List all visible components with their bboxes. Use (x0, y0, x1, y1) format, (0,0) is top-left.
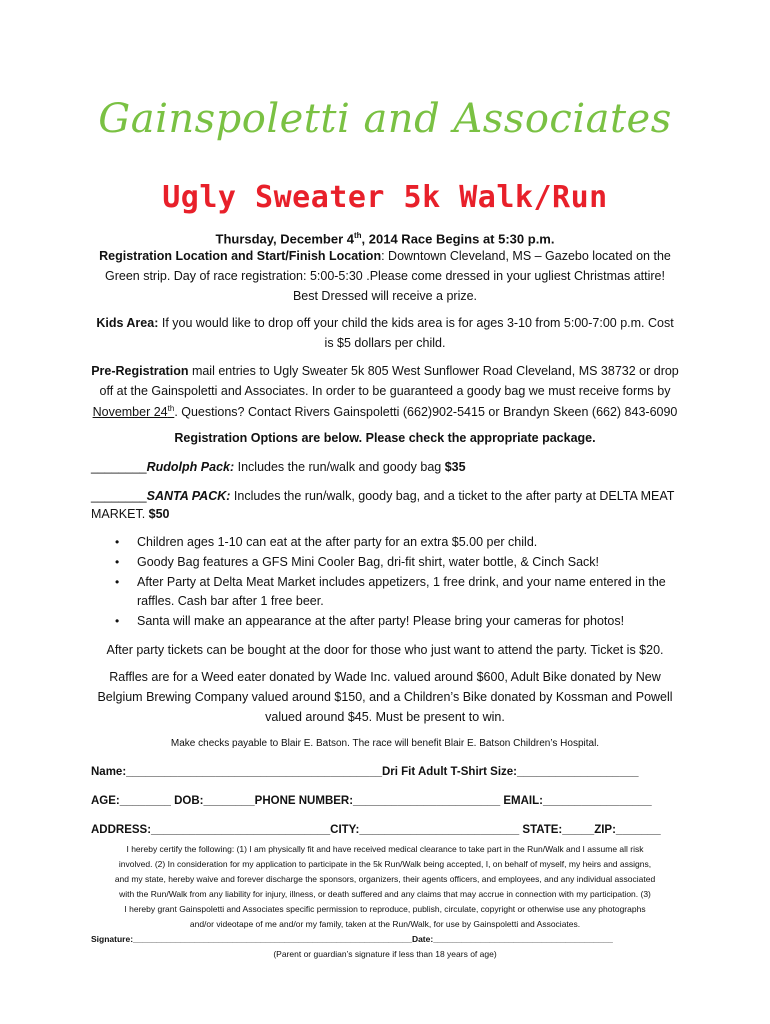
event-title: Ugly Sweater 5k Walk/Run (162, 180, 608, 215)
package-santa: ________SANTA PACK: Includes the run/walk, goody bag, and a ticket to the after party at DELTA MEAT (91, 489, 675, 503)
package-santa-line-2: MARKET. $50 (91, 507, 170, 521)
registration-line-2: Green strip. Day of race registration: 5:00-5:30 .Please come dressed in your ugliest Christmas attire! (105, 269, 665, 283)
raffles-line-3: valued around $45. Must be present to win. (265, 710, 505, 724)
waiver-line: and my state, hereby waive and forever discharge the sponsors, organizers, their agents officers, and employees, and any individual associated (114, 874, 656, 884)
preregistration-line-1: Pre-Registration mail entries to Ugly Sweater 5k 805 West Sunflower Road Cleveland, MS 38732 or drop (91, 364, 679, 378)
bullet-item: Santa will make an appearance at the after party! Please bring your cameras for photos! (137, 614, 625, 628)
waiver-line: I hereby grant Gainspoletti and Associates specific permission to reproduce, publish, circulate, copyright or otherwise use any photographs (124, 904, 646, 914)
address-city-state-zip-fields[interactable]: ADDRESS:____________________________CITY:_________________________ STATE:_____ZIP:_______ (91, 824, 661, 836)
waiver-line: with the Run/Walk from any liability for injury, illness, or death suffered and any claims that may accrue in connection with my participation. (3) (119, 889, 651, 899)
waiver-line: and/or videotape of me and/or my family, taken at the Run/Walk, for use by Gainspoletti and Associates. (189, 919, 581, 929)
kids-area-line-2: is $5 dollars per child. (324, 336, 446, 350)
bullet-dot: • (115, 575, 120, 589)
bullet-item: Goody Bag features a GFS Mini Cooler Bag, dri-fit shirt, water bottle, & Cinch Sack! (137, 555, 599, 569)
company-title: Gainspoletti and Associates (98, 96, 672, 142)
raffles-line-1: Raffles are for a Weed eater donated by Wade Inc. valued around $600, Adult Bike donated by New (109, 670, 661, 684)
checks-note: Make checks payable to Blair E. Batson. The race will benefit Blair E. Batson Children’s Hospital. (170, 738, 600, 749)
bullet-item-continued: raffles. Cash bar after 1 free beer. (137, 594, 324, 608)
raffles-line-2: Belgium Brewing Company valued around $150, and a Children’s Bike donated by Kossman and Powell (97, 690, 673, 704)
bullet-item: After Party at Delta Meat Market includes appetizers, 1 free drink, and your name entered in the (137, 575, 666, 589)
bullet-dot: • (115, 535, 120, 549)
package-rudolph: ________Rudolph Pack: Includes the run/walk and goody bag $35 (91, 460, 466, 474)
bullet-item: Children ages 1-10 can eat at the after party for an extra $5.00 per child. (137, 535, 538, 549)
waiver-line: involved. (2) In consideration for my application to participate in the 5k Run/Walk being accepted, I, on behalf of myself, my heirs and assigns, (118, 859, 652, 869)
name-shirt-fields[interactable]: Name:________________________________________Dri Fit Adult T-Shirt Size:___________________ (91, 766, 639, 778)
package-checkbox-blank[interactable]: ________ (91, 489, 147, 503)
after-party-note: After party tickets can be bought at the door for those who just want to attend the party. Ticket is $20. (106, 643, 664, 657)
preregistration-line-3: November 24th. Questions? Contact Rivers Gainspoletti (662)902-5415 or Brandyn Skeen (662) 843-6090 (92, 404, 678, 420)
kids-area-line-1: Kids Area: If you would like to drop off your child the kids area is for ages 3-10 from 5:00-7:00 p.m. Cost (96, 316, 674, 330)
bullet-dot: • (115, 555, 120, 569)
preregistration-line-2: off at the Gainspoletti and Associates. In order to be guaranteed a goody bag we must receive forms by (99, 384, 671, 398)
options-heading: Registration Options are below. Please check the appropriate package. (174, 431, 596, 445)
bullet-dot: • (115, 614, 120, 628)
race-date: Thursday, December 4th, 2014 Race Begins at 5:30 p.m. (215, 231, 555, 247)
signature-date-fields[interactable]: Signature:___________________________________________________________Date:______________________________________ (91, 934, 613, 944)
package-checkbox-blank[interactable]: ________ (91, 460, 147, 474)
waiver-line: I hereby certify the following: (1) I am physically fit and have received medical clearance to take part in the Run/Walk and I assume all risk (126, 844, 644, 854)
registration-line-1: Registration Location and Start/Finish Location: Downtown Cleveland, MS – Gazebo located on the (99, 249, 671, 263)
registration-line-3: Best Dressed will receive a prize. (292, 289, 478, 303)
age-dob-phone-email-fields[interactable]: AGE:________ DOB:________PHONE NUMBER:_______________________ EMAIL:_________________ (91, 795, 652, 807)
signature-note: (Parent or guardian’s signature if less than 18 years of age) (273, 949, 497, 959)
